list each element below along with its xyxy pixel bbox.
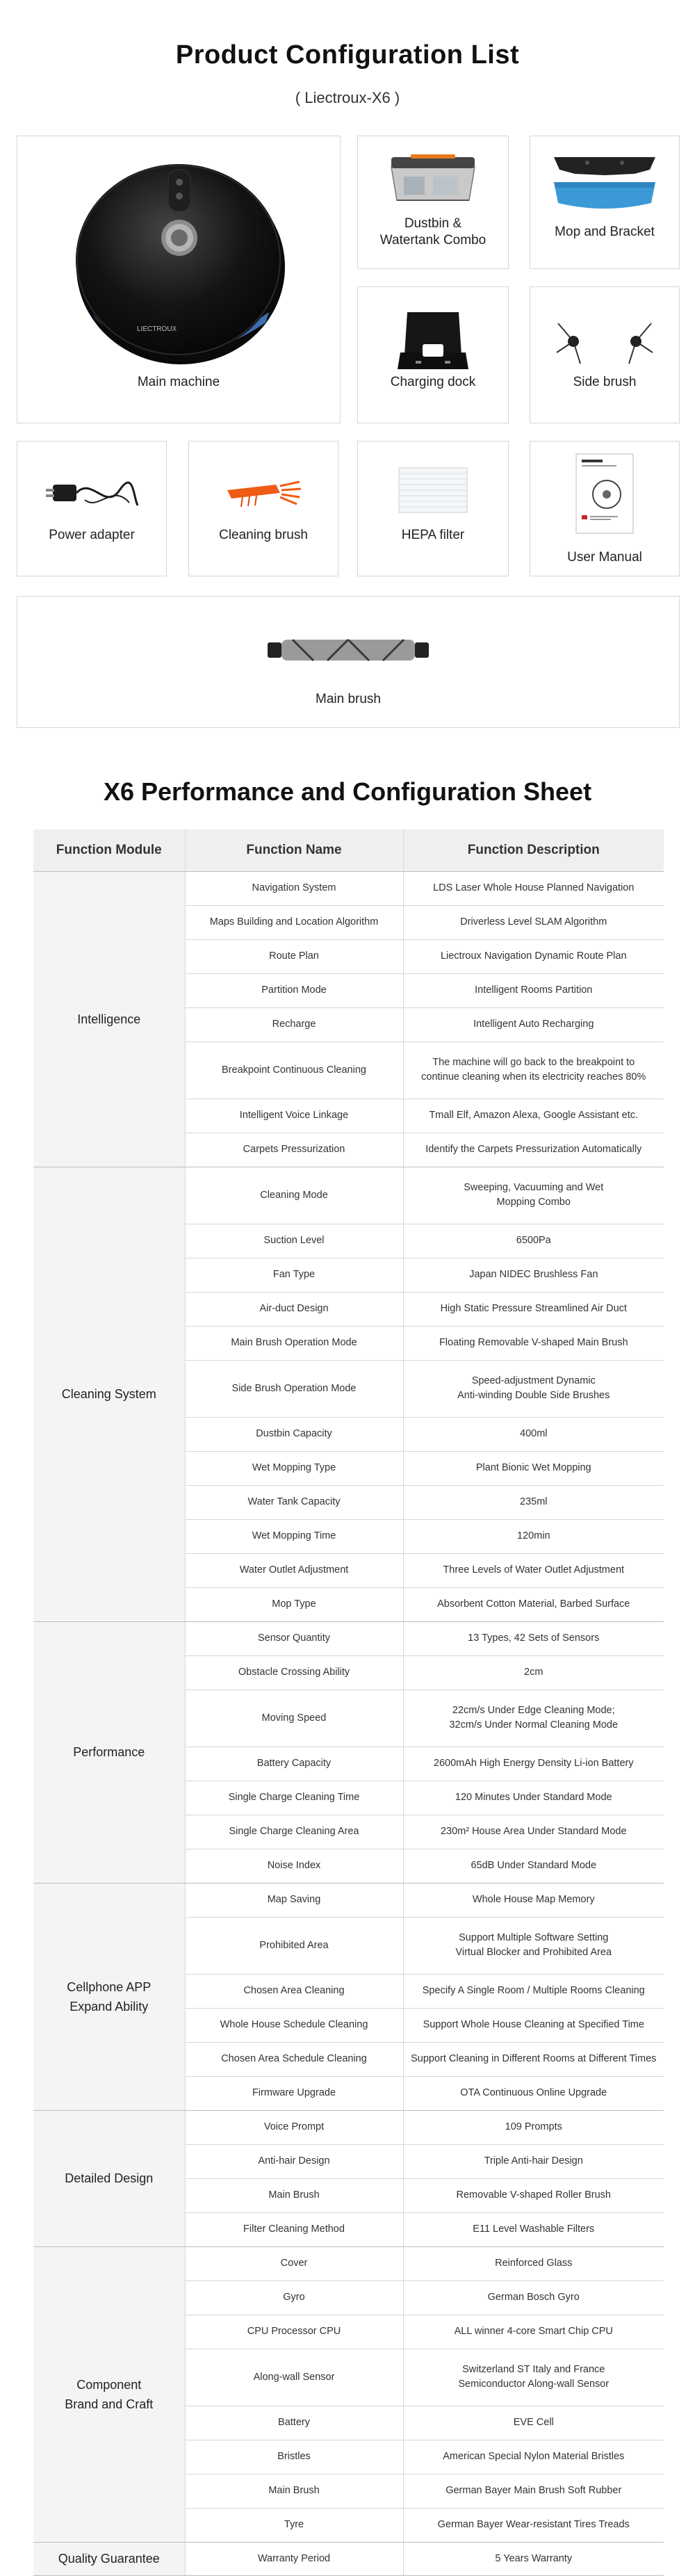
- label-power-adapter: Power adapter: [49, 528, 135, 542]
- main-brush-icon: [265, 633, 432, 667]
- function-name-cell: Breakpoint Continuous Cleaning: [185, 1042, 403, 1099]
- function-description-cell: 65dB Under Standard Mode: [403, 1849, 664, 1883]
- function-description-cell: Support Cleaning in Different Rooms at Different Times: [403, 2042, 664, 2076]
- function-name-cell: Battery: [185, 2406, 403, 2440]
- function-description-cell: 400ml: [403, 1417, 664, 1451]
- function-module-cell: Performance: [33, 1621, 185, 1883]
- function-description-cell: 6500Pa: [403, 1224, 664, 1258]
- label-mop-bracket: Mop and Bracket: [555, 225, 655, 239]
- function-module-cell: Cleaning System: [33, 1167, 185, 1621]
- table-row: [33, 1621, 664, 1655]
- function-name-cell: Filter Cleaning Method: [185, 2212, 403, 2246]
- function-description-cell: Sweeping, Vacuuming and Wet Mopping Combo: [403, 1167, 664, 1224]
- function-description-cell: The machine will go back to the breakpoint to continue cleaning when its electricity reaches 80%: [403, 1042, 664, 1099]
- function-name-cell: Fan Type: [185, 1258, 403, 1292]
- function-description-cell: 2600mAh High Energy Density Li-ion Battery: [403, 1747, 664, 1781]
- function-description-cell: Identify the Carpets Pressurization Automatically: [403, 1133, 664, 1167]
- item-charging-dock: [357, 286, 509, 423]
- spec-body: [33, 871, 664, 2575]
- label-main-brush: Main brush: [316, 692, 381, 706]
- function-description-cell: EVE Cell: [403, 2406, 664, 2440]
- item-power-adapter: [17, 441, 167, 576]
- function-name-cell: Partition Mode: [185, 973, 403, 1007]
- function-description-cell: Three Levels of Water Outlet Adjustment: [403, 1553, 664, 1587]
- function-module-cell: Quality Guarantee: [33, 2542, 185, 2575]
- spec-table: [33, 829, 664, 2576]
- function-description-cell: Specify A Single Room / Multiple Rooms Cleaning: [403, 1974, 664, 2008]
- label-user-manual: User Manual: [567, 550, 642, 565]
- function-name-cell: Water Outlet Adjustment: [185, 1553, 403, 1587]
- label-dustbin-combo: [358, 216, 508, 249]
- function-description-cell: Absorbent Cotton Material, Barbed Surface: [403, 1587, 664, 1621]
- function-name-cell: Battery Capacity: [185, 1747, 403, 1781]
- dustbin-icon: [384, 152, 482, 209]
- function-name-cell: Water Tank Capacity: [185, 1485, 403, 1519]
- charging-dock-icon: [395, 307, 471, 373]
- item-user-manual: [530, 441, 680, 576]
- label-cleaning-brush: Cleaning brush: [219, 528, 308, 542]
- header-function-name: Function Name: [185, 829, 403, 871]
- function-description-cell: German Bosch Gyro: [403, 2281, 664, 2315]
- label-main-machine: Main machine: [137, 375, 220, 389]
- user-manual-icon: [573, 451, 636, 536]
- function-name-cell: Main Brush: [185, 2474, 403, 2508]
- function-module-cell: Intelligence: [33, 871, 185, 1167]
- brand-logo: LIECTROUX: [137, 325, 177, 333]
- function-name-cell: Obstacle Crossing Ability: [185, 1655, 403, 1690]
- function-description-cell: Floating Removable V-shaped Main Brush: [403, 1326, 664, 1360]
- function-description-cell: 13 Types, 42 Sets of Sensors: [403, 1621, 664, 1655]
- header-function-module: Function Module: [33, 829, 185, 871]
- function-description-cell: OTA Continuous Online Upgrade: [403, 2076, 664, 2110]
- mop-bracket-icon: [546, 150, 664, 217]
- function-name-cell: Cleaning Mode: [185, 1167, 403, 1224]
- function-description-cell: High Static Pressure Streamlined Air Duct: [403, 1292, 664, 1326]
- function-name-cell: Wet Mopping Time: [185, 1519, 403, 1553]
- function-description-cell: Whole House Map Memory: [403, 1883, 664, 1917]
- config-subtitle: ( Liectroux-X6 ): [295, 89, 400, 106]
- table-row: [33, 2246, 664, 2281]
- function-description-cell: German Bayer Wear-resistant Tires Treads: [403, 2508, 664, 2542]
- function-name-cell: Intelligent Voice Linkage: [185, 1099, 403, 1133]
- function-name-cell: Noise Index: [185, 1849, 403, 1883]
- function-description-cell: American Special Nylon Material Bristles: [403, 2440, 664, 2474]
- header-function-description: Function Description: [403, 829, 664, 871]
- function-name-cell: Main Brush: [185, 2178, 403, 2212]
- function-name-cell: Cover: [185, 2246, 403, 2281]
- function-description-cell: Switzerland ST Italy and France Semiconductor Along-wall Sensor: [403, 2349, 664, 2406]
- function-name-cell: Route Plan: [185, 939, 403, 973]
- function-description-cell: 235ml: [403, 1485, 664, 1519]
- function-name-cell: Wet Mopping Type: [185, 1451, 403, 1485]
- function-description-cell: Japan NIDEC Brushless Fan: [403, 1258, 664, 1292]
- function-description-cell: Intelligent Auto Recharging: [403, 1007, 664, 1042]
- item-dustbin-combo: [357, 136, 509, 269]
- table-row: [33, 2542, 664, 2575]
- function-name-cell: Sensor Quantity: [185, 1621, 403, 1655]
- function-name-cell: Single Charge Cleaning Time: [185, 1781, 403, 1815]
- table-row: [33, 1167, 664, 1224]
- function-name-cell: CPU Processor CPU: [185, 2315, 403, 2349]
- function-name-cell: Maps Building and Location Algorithm: [185, 905, 403, 939]
- function-name-cell: Air-duct Design: [185, 1292, 403, 1326]
- function-name-cell: Map Saving: [185, 1883, 403, 1917]
- side-brush-icon: [553, 314, 657, 369]
- function-description-cell: Speed-adjustment Dynamic Anti-winding Double Side Brushes: [403, 1360, 664, 1417]
- function-description-cell: 5 Years Warranty: [403, 2542, 664, 2575]
- function-description-cell: ALL winner 4-core Smart Chip CPU: [403, 2315, 664, 2349]
- item-side-brush: [530, 286, 680, 423]
- function-description-cell: Driverless Level SLAM Algorithm: [403, 905, 664, 939]
- function-description-cell: Support Multiple Software Setting Virtual Blocker and Prohibited Area: [403, 1917, 664, 1974]
- power-adapter-icon: [43, 469, 140, 518]
- label-side-brush: Side brush: [573, 375, 637, 389]
- function-name-cell: Single Charge Cleaning Area: [185, 1815, 403, 1849]
- function-description-cell: 120min: [403, 1519, 664, 1553]
- function-name-cell: Firmware Upgrade: [185, 2076, 403, 2110]
- function-description-cell: Reinforced Glass: [403, 2246, 664, 2281]
- function-description-cell: Support Whole House Cleaning at Specified Time: [403, 2008, 664, 2042]
- function-description-cell: 2cm: [403, 1655, 664, 1690]
- function-module-cell: Detailed Design: [33, 2110, 185, 2246]
- function-module-cell: Cellphone APP Expand Ability: [33, 1883, 185, 2110]
- function-name-cell: Suction Level: [185, 1224, 403, 1258]
- function-name-cell: Anti-hair Design: [185, 2144, 403, 2178]
- item-hepa-filter: [357, 441, 509, 576]
- function-description-cell: Tmall Elf, Amazon Alexa, Google Assistant etc.: [403, 1099, 664, 1133]
- function-description-cell: 230m² House Area Under Standard Mode: [403, 1815, 664, 1849]
- function-description-cell: E11 Level Washable Filters: [403, 2212, 664, 2246]
- function-description-cell: German Bayer Main Brush Soft Rubber: [403, 2474, 664, 2508]
- function-name-cell: Chosen Area Cleaning: [185, 1974, 403, 2008]
- function-name-cell: Main Brush Operation Mode: [185, 1326, 403, 1360]
- item-mop-bracket: [530, 136, 680, 269]
- item-cleaning-brush: [188, 441, 338, 576]
- sheet-title: X6 Performance and Configuration Sheet: [103, 777, 592, 806]
- table-row: [33, 2110, 664, 2144]
- function-description-cell: 109 Prompts: [403, 2110, 664, 2144]
- function-name-cell: Carpets Pressurization: [185, 1133, 403, 1167]
- table-row: [33, 871, 664, 905]
- function-name-cell: Mop Type: [185, 1587, 403, 1621]
- function-description-cell: 22cm/s Under Edge Cleaning Mode; 32cm/s Under Normal Cleaning Mode: [403, 1690, 664, 1747]
- table-row: [33, 1883, 664, 1917]
- function-name-cell: Whole House Schedule Cleaning: [185, 2008, 403, 2042]
- function-name-cell: Tyre: [185, 2508, 403, 2542]
- function-description-cell: Intelligent Rooms Partition: [403, 973, 664, 1007]
- function-name-cell: Bristles: [185, 2440, 403, 2474]
- config-title: Product Configuration List: [175, 40, 520, 70]
- function-description-cell: Liectroux Navigation Dynamic Route Plan: [403, 939, 664, 973]
- function-name-cell: Moving Speed: [185, 1690, 403, 1747]
- item-main-machine: [17, 136, 341, 423]
- function-name-cell: Warranty Period: [185, 2542, 403, 2575]
- hepa-filter-icon: [395, 462, 471, 518]
- function-name-cell: Along-wall Sensor: [185, 2349, 403, 2406]
- function-description-cell: Triple Anti-hair Design: [403, 2144, 664, 2178]
- label-charging-dock: Charging dock: [390, 375, 476, 389]
- spec-header-row: [33, 829, 664, 871]
- robot-vacuum-image: [64, 149, 293, 371]
- function-name-cell: Dustbin Capacity: [185, 1417, 403, 1451]
- function-description-cell: LDS Laser Whole House Planned Navigation: [403, 871, 664, 905]
- function-name-cell: Navigation System: [185, 871, 403, 905]
- function-name-cell: Side Brush Operation Mode: [185, 1360, 403, 1417]
- function-description-cell: Removable V-shaped Roller Brush: [403, 2178, 664, 2212]
- label-dustbin-combo-text: Dustbin & Watertank Combo: [379, 216, 486, 248]
- function-name-cell: Recharge: [185, 1007, 403, 1042]
- cleaning-brush-icon: [222, 478, 305, 512]
- function-description-cell: 120 Minutes Under Standard Mode: [403, 1781, 664, 1815]
- function-name-cell: Gyro: [185, 2281, 403, 2315]
- label-hepa-filter: HEPA filter: [401, 528, 465, 542]
- item-main-brush: [17, 596, 680, 728]
- function-name-cell: Prohibited Area: [185, 1917, 403, 1974]
- function-description-cell: Plant Bionic Wet Mopping: [403, 1451, 664, 1485]
- function-name-cell: Voice Prompt: [185, 2110, 403, 2144]
- function-module-cell: Component Brand and Craft: [33, 2246, 185, 2542]
- function-name-cell: Chosen Area Schedule Cleaning: [185, 2042, 403, 2076]
